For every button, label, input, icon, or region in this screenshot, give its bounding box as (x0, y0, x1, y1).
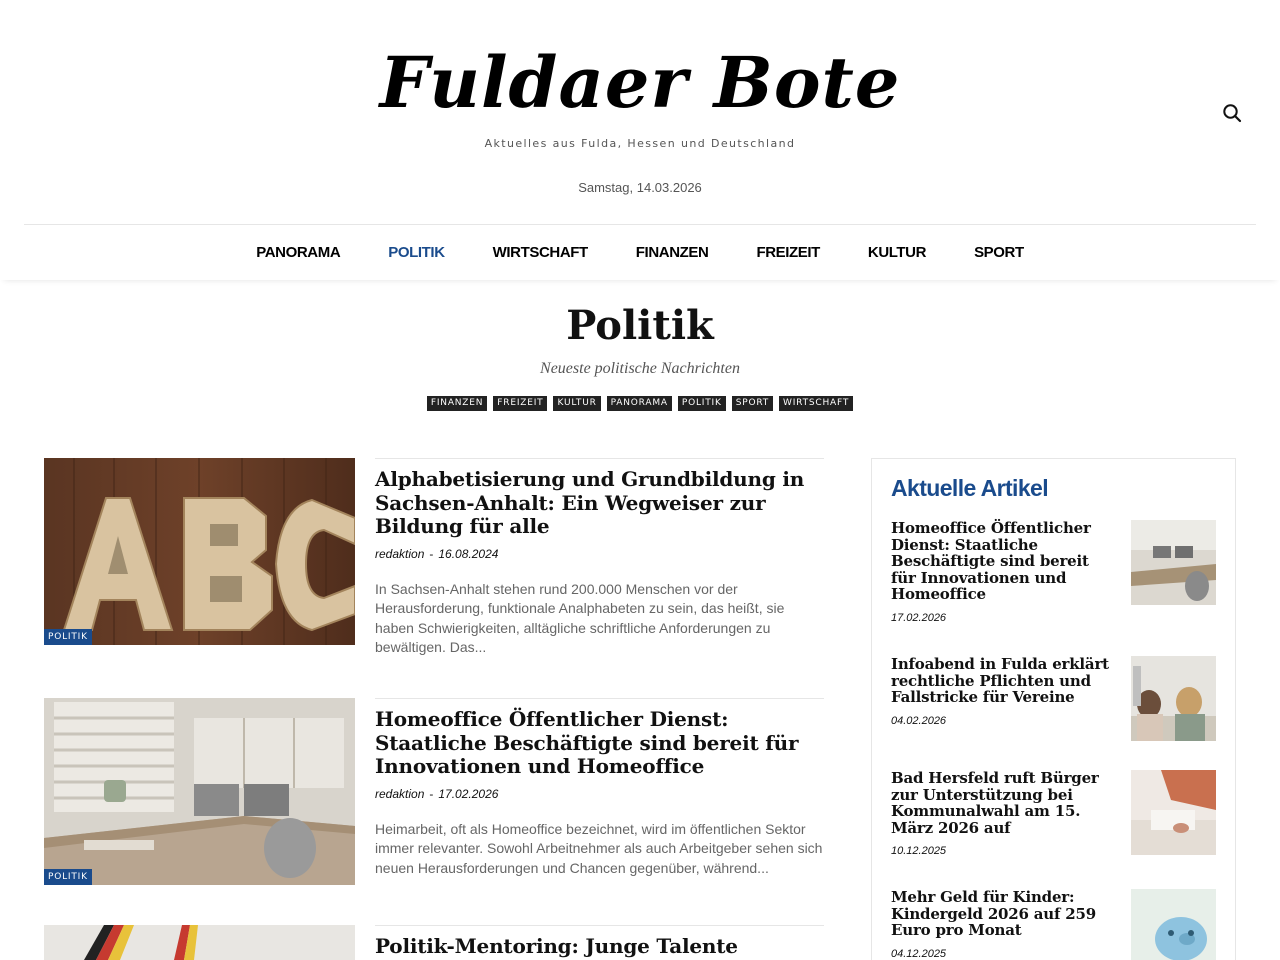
search-icon[interactable] (1222, 103, 1242, 123)
sidebar-article-date: 04.02.2026 (891, 714, 947, 727)
category-tag-wirtschaft[interactable]: WIRTSCHAFT (779, 396, 853, 411)
article-excerpt: In Sachsen-Anhalt stehen rund 200.000 Menschen vor der Herausforderung, funktionale Analphabeten zu sein, das heißt, sie haben Schwierigkeiten, alltägliche schriftliche Anforderungen zu bewältigen. Das... (375, 580, 785, 655)
article-date: 17.02.2026 (438, 786, 499, 801)
nav-item-wirtschaft[interactable]: WIRTSCHAFT (492, 244, 588, 261)
article-category-badge[interactable]: POLITIK (44, 629, 92, 645)
article-card (44, 458, 824, 658)
article-meta (375, 547, 824, 561)
sidebar-article-title[interactable]: Bad Hersfeld ruft Bürger zur Unterstützung bei Kommunalwahl am 15. März 2026 auf (891, 769, 1099, 837)
nav-item-freizeit[interactable]: FREIZEIT (756, 244, 820, 261)
category-tag-freizeit[interactable]: FREIZEIT (493, 396, 547, 411)
category-tag-list (0, 396, 1280, 411)
sidebar-article-thumbnail[interactable] (1131, 770, 1216, 855)
article-thumbnail[interactable] (44, 925, 355, 960)
article-body (375, 458, 824, 658)
article-author[interactable]: redaktion (375, 546, 425, 561)
sidebar-article-thumbnail[interactable] (1131, 656, 1216, 741)
sidebar-article-title[interactable]: Mehr Geld für Kinder: Kindergeld 2026 auf 259 Euro pro Monat (891, 888, 1096, 939)
page-subtitle: Neueste politische Nachrichten (540, 360, 740, 377)
nav-item-finanzen[interactable]: FINANZEN (635, 244, 709, 261)
nav-item-panorama[interactable]: PANORAMA (256, 244, 341, 261)
article-excerpt: Heimarbeit, oft als Homeoffice bezeichnet, wird im öffentlichen Sektor immer relevanter. Sowohl Arbeitnehmer als auch Arbeitgeber sehen sich neuen Herausforderungen und Chancen gegenüber, während... (375, 820, 823, 876)
article-thumbnail[interactable] (44, 458, 355, 645)
sidebar-title: Aktuelle Artikel (891, 475, 1048, 501)
sidebar-article-title[interactable]: Homeoffice Öffentlicher Dienst: Staatliche Beschäftigte sind bereit für Innovationen und Homeoffice (891, 519, 1091, 603)
nav-item-kultur[interactable]: KULTUR (867, 244, 927, 261)
meta-separator: - (429, 786, 434, 801)
page-title: Politik (566, 302, 714, 349)
category-tag-panorama[interactable]: PANORAMA (607, 396, 672, 411)
article-thumbnail[interactable] (44, 698, 355, 885)
category-tag-sport[interactable]: SPORT (732, 396, 773, 411)
sidebar-article-date: 04.12.2025 (891, 947, 947, 960)
sidebar-article-text (891, 889, 1117, 960)
article-card (44, 698, 824, 898)
article-title[interactable]: Alphabetisierung und Grundbildung in Sachsen-Anhalt: Ein Wegweiser zur Bildung für alle (375, 467, 805, 538)
category-tag-kultur[interactable]: KULTUR (553, 396, 600, 411)
nav-item-sport[interactable]: SPORT (974, 244, 1024, 261)
category-tag-finanzen[interactable]: FINANZEN (427, 396, 487, 411)
article-meta (375, 787, 824, 801)
sidebar-article-thumbnail[interactable] (1131, 889, 1216, 960)
recent-articles-sidebar (871, 458, 1236, 960)
sidebar-article-thumbnail[interactable] (1131, 520, 1216, 605)
current-date: Samstag, 14.03.2026 (578, 180, 702, 195)
category-tag-politik[interactable]: POLITIK (678, 396, 726, 411)
article-author[interactable]: redaktion (375, 786, 425, 801)
main-nav (0, 225, 1280, 280)
sidebar-article-date: 17.02.2026 (891, 611, 947, 624)
article-category-badge[interactable]: POLITIK (44, 869, 92, 885)
article-title[interactable]: Homeoffice Öffentlicher Dienst: Staatliche Beschäftigte sind bereit für Innovationen und Homeoffice (375, 707, 799, 778)
sidebar-article-title[interactable]: Infoabend in Fulda erklärt rechtliche Pflichten und Fallstricke für Vereine (891, 655, 1109, 706)
sidebar-article-text (891, 656, 1117, 727)
site-logo[interactable]: Fuldaer Bote (379, 41, 901, 124)
article-date: 16.08.2024 (438, 546, 499, 561)
nav-item-politik[interactable]: POLITIK (388, 244, 445, 261)
site-tagline: Aktuelles aus Fulda, Hessen und Deutschland (484, 137, 796, 150)
site-header (0, 0, 1280, 225)
sidebar-article-text (891, 770, 1117, 857)
article-body (375, 925, 824, 959)
article-title[interactable]: Politik-Mentoring: Junge Talente (375, 934, 738, 958)
meta-separator: - (429, 546, 434, 561)
sidebar-article-text (891, 520, 1117, 624)
article-card (44, 925, 824, 960)
article-body (375, 698, 824, 878)
sidebar-article-date: 10.12.2025 (891, 845, 947, 857)
